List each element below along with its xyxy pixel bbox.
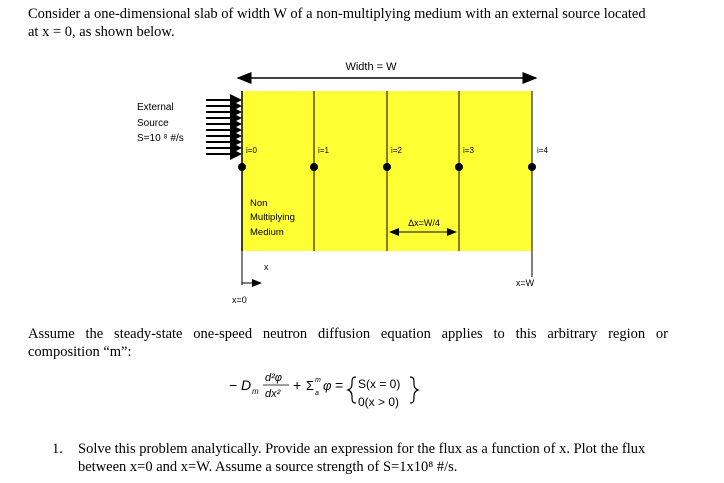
node-dot-0 bbox=[238, 163, 246, 171]
intro-line-2: at x = 0, as shown below. bbox=[28, 24, 175, 40]
medium-label-1: Non bbox=[250, 198, 268, 209]
node-label-2: i=2 bbox=[391, 146, 402, 155]
source-arrows bbox=[206, 100, 240, 154]
eq-plus: + bbox=[293, 377, 302, 393]
eq-fraction-denominator: dx² bbox=[265, 388, 281, 400]
eq-sigma-superscript: m bbox=[315, 377, 321, 384]
x-axis-label: x bbox=[264, 262, 269, 272]
assume-line-1: Assume the steady-state one-speed neutron diffusion equation applies to this arbitrary region or bbox=[28, 326, 668, 342]
medium-label-3: Medium bbox=[250, 227, 284, 238]
eq-sigma: Σ bbox=[306, 378, 315, 393]
eq-brace-right bbox=[410, 377, 418, 403]
question-line-2: between x=0 and x=W. Assume a source strength of S=1x10⁸ #/s. bbox=[78, 459, 458, 475]
eq-diffusion-coefficient: D bbox=[241, 377, 252, 393]
eq-minus: − bbox=[229, 377, 238, 393]
question-text bbox=[78, 440, 690, 476]
width-label: Width = W bbox=[345, 61, 397, 73]
source-label-2: Source bbox=[137, 118, 169, 129]
node-label-1: i=1 bbox=[318, 146, 329, 155]
source-label-1: External bbox=[137, 102, 174, 113]
node-dot-2 bbox=[383, 163, 391, 171]
xw-label: x=W bbox=[515, 278, 535, 288]
diffusion-equation bbox=[225, 368, 485, 420]
eq-equals: = bbox=[335, 377, 344, 393]
node-dot-1 bbox=[310, 163, 318, 171]
node-dot-4 bbox=[528, 163, 536, 171]
dx-label: Δx=W/4 bbox=[408, 218, 440, 228]
node-dot-3 bbox=[455, 163, 463, 171]
eq-case-2: 0(x > 0) bbox=[358, 395, 400, 409]
question-number: 1. bbox=[52, 441, 63, 457]
x0-label: x=0 bbox=[232, 295, 247, 305]
eq-brace-left bbox=[348, 377, 356, 403]
medium-label-2: Multiplying bbox=[250, 212, 295, 223]
node-label-3: i=3 bbox=[463, 146, 474, 155]
intro-line-1: Consider a one-dimensional slab of width W of a non-multiplying medium with an external source located bbox=[28, 6, 646, 22]
eq-phi: φ bbox=[323, 378, 332, 393]
eq-case-1: S(x = 0) bbox=[358, 377, 401, 391]
source-label-3: S=10 ⁸ #/s bbox=[137, 133, 184, 144]
node-label-0: i=0 bbox=[246, 146, 257, 155]
eq-d-subscript: m bbox=[252, 387, 259, 396]
eq-sigma-subscript: a bbox=[315, 390, 319, 397]
assume-line-2: composition “m”: bbox=[28, 344, 132, 360]
eq-fraction-numerator: d²φ bbox=[265, 372, 282, 384]
node-label-4: i=4 bbox=[537, 146, 548, 155]
question-line-1: Solve this problem analytically. Provide an expression for the flux as a function of x. Plot the flux bbox=[78, 441, 646, 457]
assume-paragraph bbox=[28, 325, 668, 361]
